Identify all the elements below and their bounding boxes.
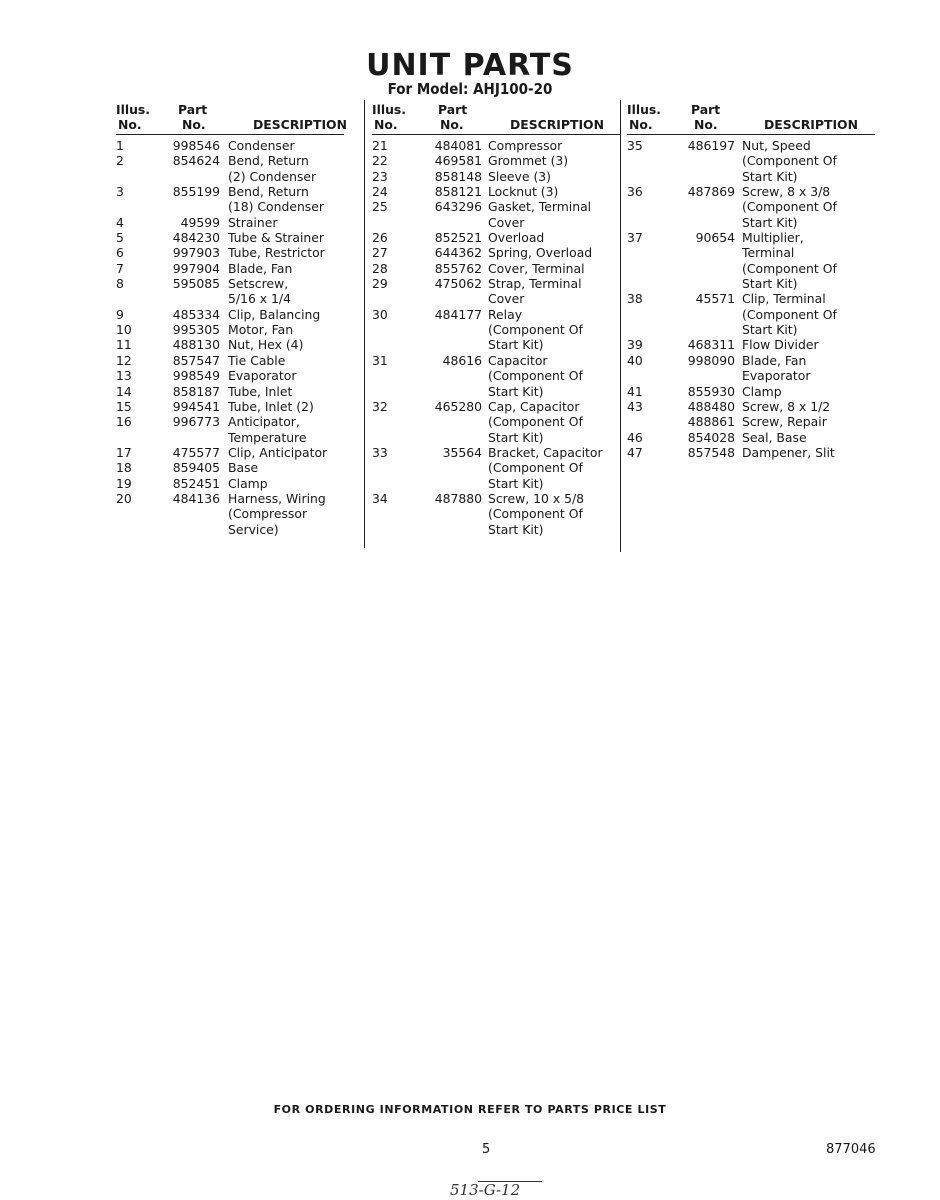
header-description: DESCRIPTION [253, 117, 347, 132]
part-description: Tube, Restrictor [228, 245, 325, 261]
part-number: 488861 [687, 414, 735, 430]
illus-number: 35 [627, 138, 643, 153]
illus-number: 2 [116, 153, 124, 169]
header-illus: Illus. [627, 102, 662, 117]
part-description: Clamp [742, 383, 782, 399]
illus-number: 46 [627, 429, 643, 445]
part-description: Cap, Capacitor (Component Of Start Kit) [488, 398, 583, 445]
part-number: 858148 [434, 168, 482, 184]
part-row [116, 353, 376, 368]
part-description: Grommet (3) [488, 153, 569, 169]
illus-number: 6 [116, 245, 124, 261]
part-description: Bend, Return (18) Condenser [228, 184, 324, 215]
part-row [116, 476, 376, 491]
illus-number: 14 [116, 383, 132, 399]
header-part: Part [178, 102, 208, 117]
illus-number: 38 [627, 291, 643, 307]
part-number: 475062 [434, 276, 482, 292]
part-number: 855199 [172, 184, 220, 200]
part-number: 995305 [172, 322, 220, 338]
part-row [627, 430, 887, 445]
part-number: 858187 [172, 383, 220, 399]
part-number: 996773 [172, 414, 220, 430]
part-number: 859405 [172, 460, 220, 476]
part-number: 484136 [172, 490, 220, 506]
illus-number: 17 [116, 444, 132, 460]
column-header [116, 100, 366, 134]
part-description: Screw, 10 x 5/8 (Component Of Start Kit) [488, 490, 585, 537]
header-illus-no: No. [118, 117, 142, 132]
illus-number: 31 [372, 352, 388, 368]
part-description: Compressor [488, 138, 563, 153]
part-number: 595085 [172, 276, 220, 292]
part-row [116, 153, 376, 184]
part-description: Tube, Inlet (2) [228, 398, 314, 414]
part-number: 484177 [434, 306, 482, 322]
part-description: Overload [488, 230, 545, 246]
document-number: 877046 [826, 1142, 876, 1157]
illus-number: 22 [372, 153, 388, 169]
part-number: 998090 [687, 352, 735, 368]
part-description: Screw, 8 x 3/8 (Component Of Start Kit) [742, 184, 837, 230]
illus-number: 12 [116, 352, 132, 368]
header-rule [372, 134, 620, 135]
part-row [372, 245, 632, 260]
illus-number: 27 [372, 245, 388, 261]
part-row [116, 184, 376, 215]
illus-number: 11 [116, 337, 132, 353]
illus-number: 25 [372, 199, 388, 215]
header-description: DESCRIPTION [510, 117, 604, 132]
illus-number: 36 [627, 184, 643, 200]
part-number: 997903 [172, 245, 220, 261]
illus-number: 20 [116, 490, 132, 506]
part-row [627, 414, 887, 429]
parts-column-2 [372, 100, 622, 537]
part-row [372, 230, 632, 245]
illus-number: 47 [627, 444, 643, 460]
illus-number: 32 [372, 398, 388, 414]
part-row [116, 460, 376, 475]
part-row [116, 245, 376, 260]
header-part-no: No. [440, 117, 464, 132]
part-number: 994541 [172, 398, 220, 414]
part-description: Harness, Wiring (Compressor Service) [228, 490, 326, 537]
illus-number: 13 [116, 368, 132, 384]
part-description: Strainer [228, 214, 278, 230]
part-row [116, 384, 376, 399]
part-description: Motor, Fan [228, 322, 294, 338]
part-description: Tie Cable [228, 352, 286, 368]
part-description: Screw, 8 x 1/2 [742, 398, 831, 414]
part-number: 644362 [434, 245, 482, 261]
part-row [372, 153, 632, 168]
part-number: 485334 [172, 306, 220, 322]
header-illus-no: No. [629, 117, 653, 132]
page-number: 5 [482, 1142, 491, 1157]
part-description: Clip, Balancing [228, 306, 321, 322]
part-number: 857547 [172, 352, 220, 368]
part-number: 487880 [434, 490, 482, 506]
part-description: Cover, Terminal [488, 260, 585, 276]
part-description: Flow Divider [742, 337, 819, 353]
illus-number: 41 [627, 383, 643, 399]
part-number: 90654 [695, 230, 735, 246]
part-row [627, 353, 887, 384]
part-row [627, 399, 887, 414]
part-number: 484081 [434, 138, 482, 153]
part-number: 997904 [172, 260, 220, 276]
page-title: UNIT PARTS [366, 48, 574, 83]
parts-column-3 [627, 100, 877, 460]
part-row [116, 414, 376, 445]
illus-number: 19 [116, 475, 132, 491]
handwritten-note: 513-G-12 [450, 1181, 521, 1199]
column-header [372, 100, 622, 134]
illus-number: 34 [372, 490, 388, 506]
part-description: Condenser [228, 138, 295, 153]
parts-rows [116, 138, 376, 537]
part-row [372, 276, 632, 307]
illus-number: 10 [116, 322, 132, 338]
header-part-no: No. [182, 117, 206, 132]
part-description: Tube, Inlet [228, 383, 293, 399]
part-description: Sleeve (3) [488, 168, 551, 184]
illus-number: 16 [116, 414, 132, 430]
part-description: Evaporator [228, 368, 297, 384]
illus-number: 18 [116, 460, 132, 476]
part-row [372, 491, 632, 537]
part-row [627, 445, 887, 460]
part-number: 487869 [687, 184, 735, 200]
illus-number: 33 [372, 444, 388, 460]
part-number: 998546 [172, 138, 220, 153]
part-row [627, 230, 887, 291]
part-description: Gasket, Terminal Cover [488, 199, 592, 230]
illus-number: 3 [116, 184, 124, 200]
illus-number: 43 [627, 398, 643, 414]
header-description: DESCRIPTION [764, 117, 858, 132]
part-number: 852451 [172, 475, 220, 491]
header-part: Part [691, 102, 721, 117]
part-description: Locknut (3) [488, 184, 559, 200]
part-number: 488480 [687, 398, 735, 414]
part-number: 852521 [434, 230, 482, 246]
part-description: Nut, Speed (Component Of Start Kit) [742, 138, 837, 184]
illus-number: 4 [116, 214, 124, 230]
part-description: Screw, Repair [742, 414, 827, 430]
part-row [116, 261, 376, 276]
header-illus: Illus. [372, 102, 407, 117]
part-number: 857548 [687, 444, 735, 460]
illus-number: 24 [372, 184, 388, 200]
part-description: Seal, Base [742, 429, 807, 445]
part-description: Dampener, Slit [742, 444, 835, 460]
column-divider-2 [620, 100, 621, 552]
part-number: 858121 [434, 184, 482, 200]
part-number: 45571 [695, 291, 735, 307]
part-description: Nut, Hex (4) [228, 337, 304, 353]
illus-number: 30 [372, 306, 388, 322]
part-description: Base [228, 460, 259, 476]
part-description: Multiplier, Terminal (Component Of Start Kit) [742, 230, 837, 292]
part-number: 469581 [434, 153, 482, 169]
part-number: 855930 [687, 383, 735, 399]
illus-number: 26 [372, 230, 388, 246]
part-number: 484230 [172, 230, 220, 246]
part-description: Strap, Terminal Cover [488, 276, 582, 307]
part-description: Clip, Anticipator [228, 444, 328, 460]
parts-rows [372, 138, 632, 537]
part-row [372, 445, 632, 491]
illus-number: 37 [627, 230, 643, 246]
part-number: 475577 [172, 444, 220, 460]
part-description: Bend, Return (2) Condenser [228, 153, 317, 184]
header-illus: Illus. [116, 102, 151, 117]
part-row [116, 215, 376, 230]
part-row [372, 184, 632, 199]
part-row [627, 337, 887, 352]
part-description: Spring, Overload [488, 245, 593, 261]
part-row [116, 368, 376, 383]
header-rule [116, 134, 344, 135]
illus-number: 29 [372, 276, 388, 292]
parts-column-1 [116, 100, 366, 537]
part-row [116, 337, 376, 352]
part-number: 854624 [172, 153, 220, 169]
part-number: 468311 [687, 337, 735, 353]
part-row [372, 307, 632, 353]
part-description: Clip, Terminal (Component Of Start Kit) [742, 291, 837, 338]
part-row [116, 276, 376, 307]
part-number: 855762 [434, 260, 482, 276]
illus-number: 40 [627, 352, 643, 368]
ordering-footer: FOR ORDERING INFORMATION REFER TO PARTS PRICE LIST [273, 1103, 667, 1116]
part-description: Setscrew, 5/16 x 1/4 [228, 276, 291, 307]
part-row [116, 138, 376, 153]
part-row [627, 184, 887, 230]
part-number: 486197 [687, 138, 735, 153]
header-part-no: No. [694, 117, 718, 132]
part-number: 998549 [172, 368, 220, 384]
part-row [372, 353, 632, 399]
illus-number: 28 [372, 260, 388, 276]
part-number: 48616 [442, 352, 482, 368]
part-description: Blade, Fan Evaporator [742, 352, 811, 384]
illus-number: 9 [116, 306, 124, 322]
part-number: 854028 [687, 429, 735, 445]
illus-number: 39 [627, 337, 643, 353]
part-number: 643296 [434, 199, 482, 215]
part-row [116, 445, 376, 460]
illus-number: 5 [116, 230, 124, 246]
part-number: 49599 [180, 214, 220, 230]
part-row [372, 199, 632, 230]
part-row [627, 384, 887, 399]
part-description: Clamp [228, 475, 268, 491]
part-row [627, 138, 887, 184]
illus-number: 1 [116, 138, 124, 153]
header-illus-no: No. [374, 117, 398, 132]
part-row [372, 399, 632, 445]
part-description: Blade, Fan [228, 260, 293, 276]
model-subtitle: For Model: AHJ100-20 [387, 80, 553, 98]
part-row [116, 307, 376, 322]
part-row [116, 399, 376, 414]
part-row [372, 169, 632, 184]
part-description: Anticipator, Temperature [228, 414, 307, 445]
column-divider-1 [364, 100, 365, 548]
illus-number: 15 [116, 398, 132, 414]
header-part: Part [438, 102, 468, 117]
parts-rows [627, 138, 887, 460]
part-number: 488130 [172, 337, 220, 353]
part-row [116, 322, 376, 337]
part-description: Bracket, Capacitor (Component Of Start Kit) [488, 444, 603, 491]
illus-number: 7 [116, 260, 124, 276]
part-row [372, 261, 632, 276]
illus-number: 21 [372, 138, 388, 153]
header-rule [627, 134, 875, 135]
part-number: 35564 [442, 444, 482, 460]
part-description: Relay (Component Of Start Kit) [488, 306, 583, 353]
illus-number: 23 [372, 168, 388, 184]
part-row [116, 230, 376, 245]
part-row [372, 138, 632, 153]
part-row [627, 291, 887, 337]
part-row [116, 491, 376, 537]
illus-number: 8 [116, 276, 124, 292]
part-description: Tube & Strainer [228, 230, 324, 246]
column-header [627, 100, 877, 134]
part-description: Capacitor (Component Of Start Kit) [488, 352, 583, 399]
part-number: 465280 [434, 398, 482, 414]
